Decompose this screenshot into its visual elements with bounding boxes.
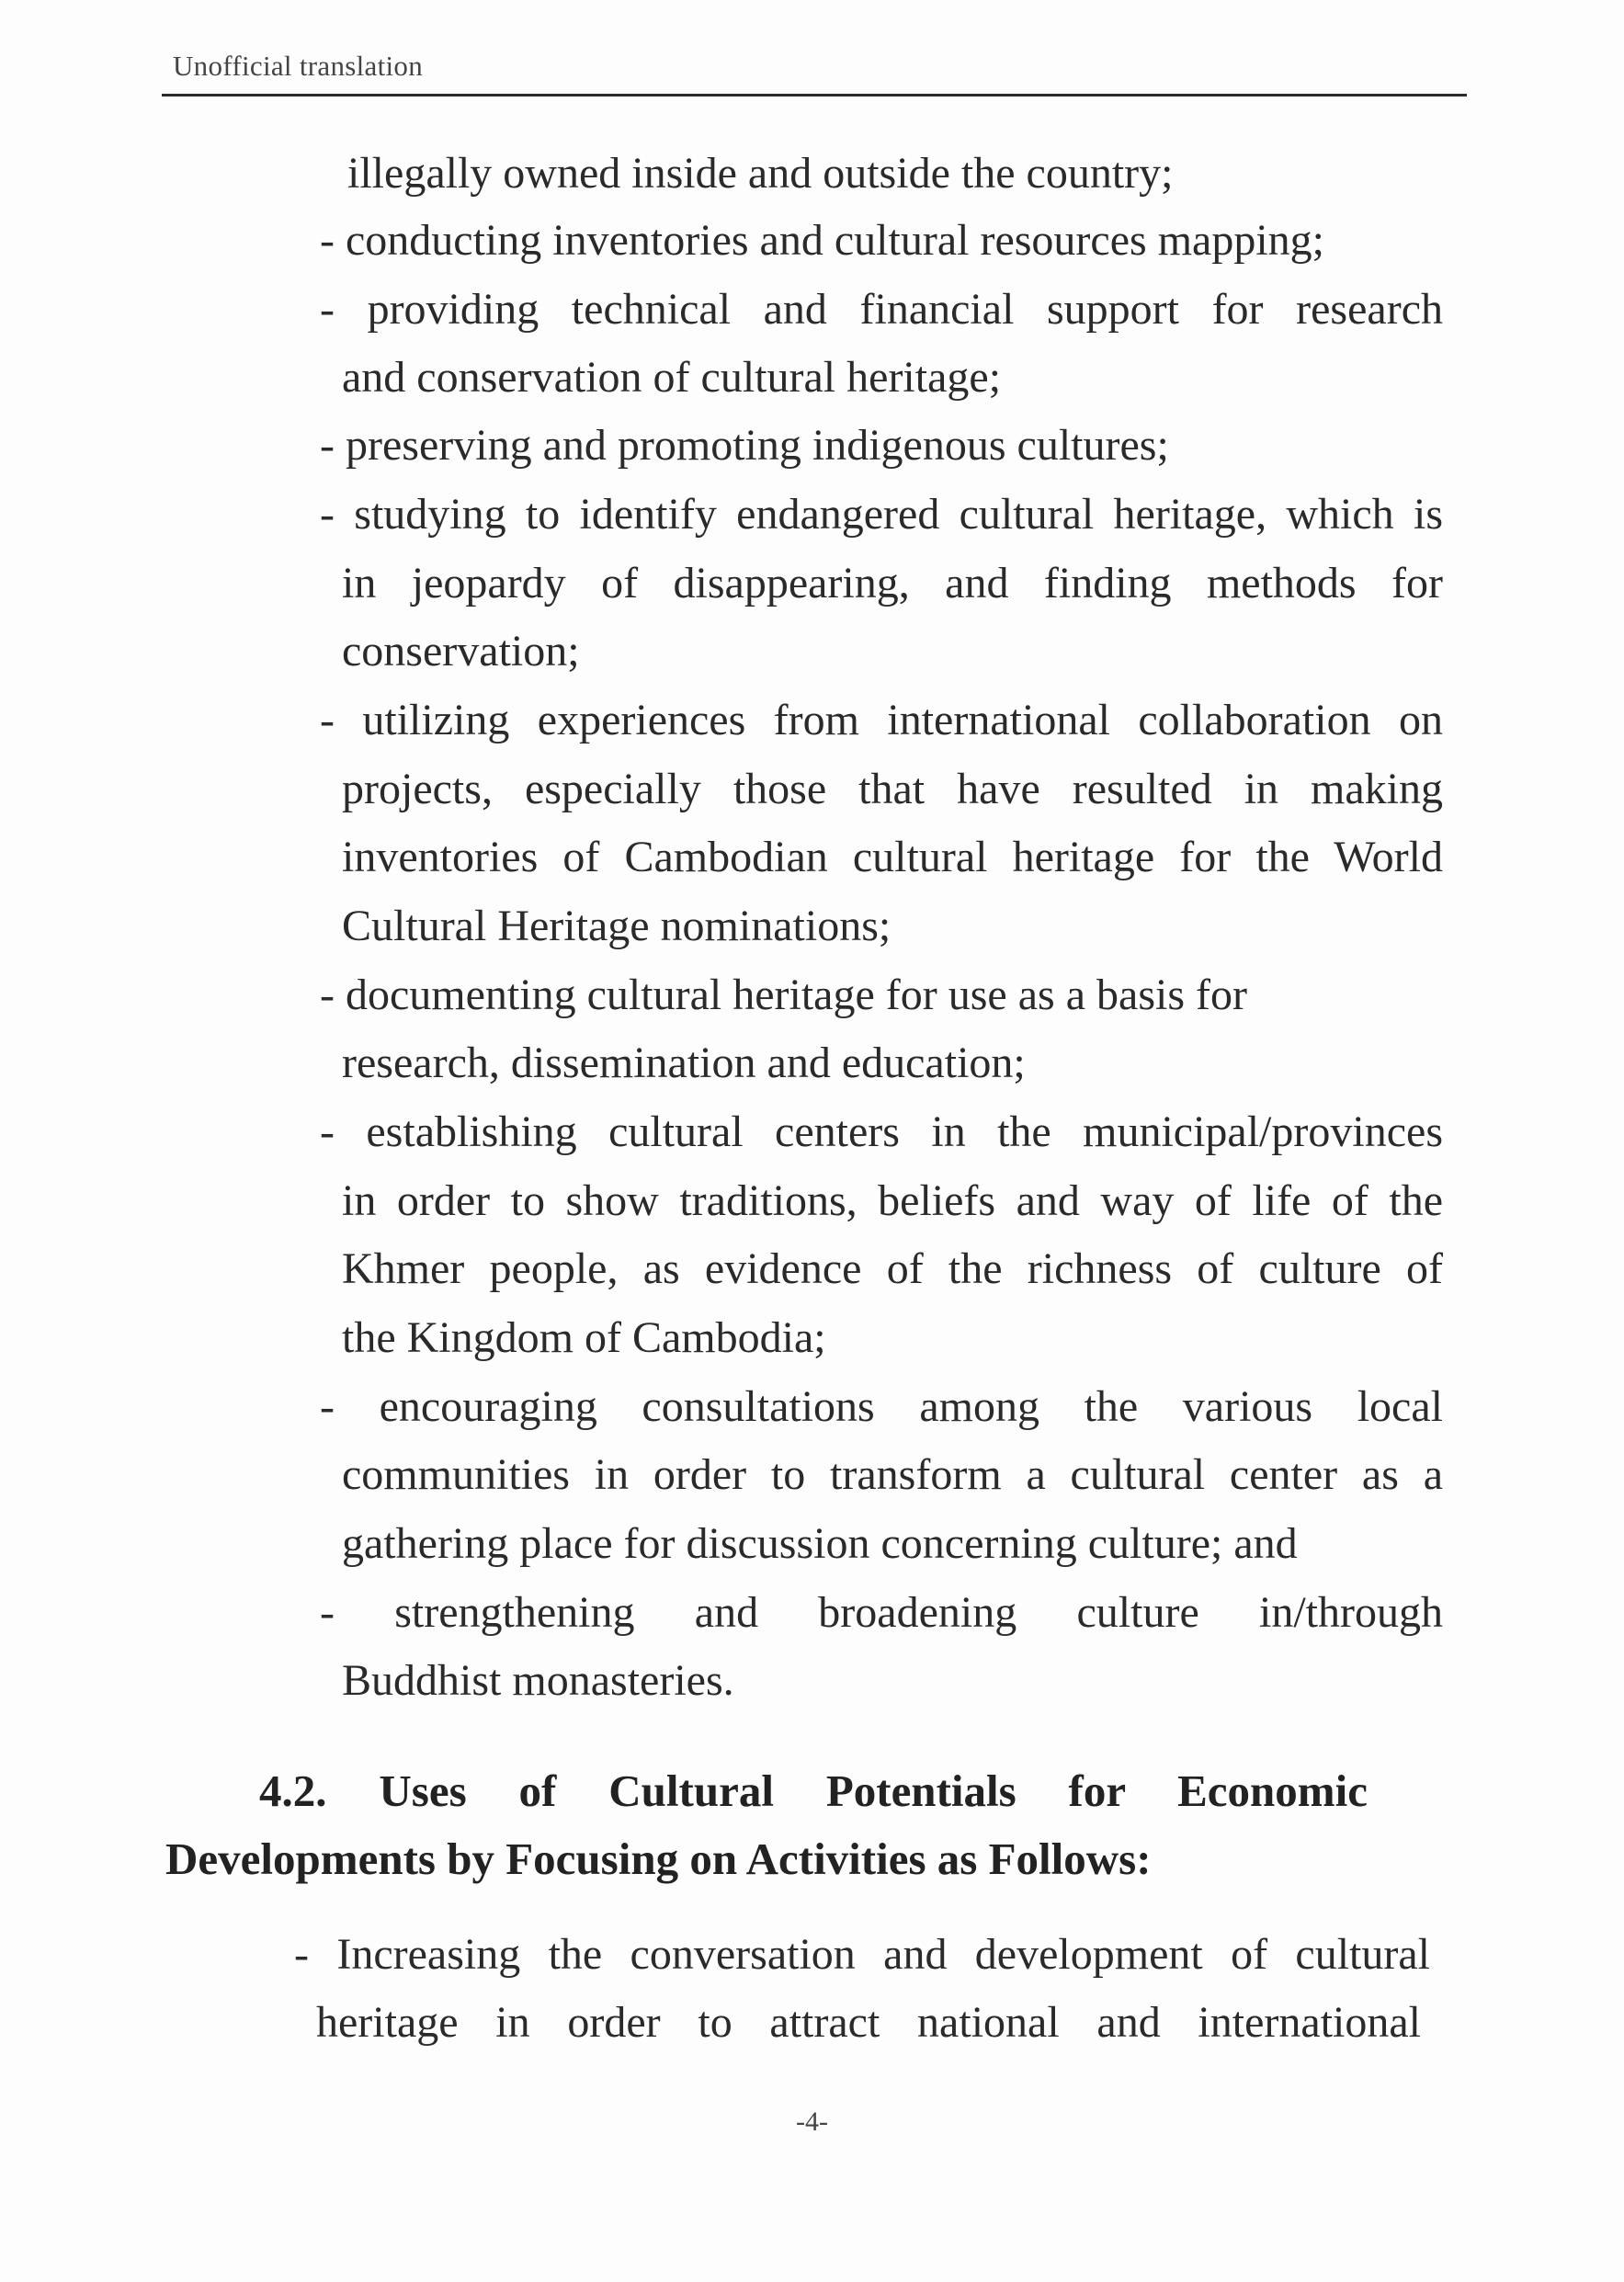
bullet-continuation: inventories of Cambodian cultural heritage for the World <box>342 833 1443 881</box>
bullet-continuation: conservation; <box>342 627 580 676</box>
bullet-continuation: in order to show traditions, beliefs and way of life of the <box>342 1176 1443 1225</box>
bullet-item: - providing technical and financial support for research <box>320 285 1443 334</box>
bullet-continuation: Buddhist monasteries. <box>342 1656 734 1705</box>
bullet-item: - strengthening and broadening culture in/through <box>320 1588 1443 1637</box>
bullet-continuation: Cultural Heritage nominations; <box>342 902 891 950</box>
bullet-item: - documenting cultural heritage for use as a basis for <box>320 971 1247 1019</box>
bullet-item: - Increasing the conversation and development of cultural <box>294 1930 1430 1979</box>
bullet-continuation: research, dissemination and education; <box>342 1039 1026 1087</box>
header-rule <box>162 94 1467 97</box>
page-number: -4- <box>796 2106 828 2137</box>
section-heading: Developments by Focusing on Activities as Follows: <box>165 1834 1152 1884</box>
bullet-item: - establishing cultural centers in the municipal/provinces <box>320 1107 1443 1156</box>
section-heading: 4.2. Uses of Cultural Potentials for Economic <box>259 1765 1368 1816</box>
bullet-continuation: and conservation of cultural heritage; <box>342 353 1002 402</box>
bullet-item: - encouraging consultations among the various local <box>320 1382 1443 1431</box>
bullet-continuation: the Kingdom of Cambodia; <box>342 1313 826 1362</box>
text-line: illegally owned inside and outside the country; <box>347 149 1174 198</box>
bullet-item: - utilizing experiences from international collaboration on <box>320 696 1443 744</box>
bullet-continuation: gathering place for discussion concerning culture; and <box>342 1519 1298 1568</box>
bullet-continuation: communities in order to transform a cultural center as a <box>342 1450 1443 1499</box>
bullet-item: - studying to identify endangered cultural heritage, which is <box>320 490 1443 539</box>
bullet-item: - preserving and promoting indigenous cultures; <box>320 421 1169 470</box>
running-header: Unofficial translation <box>173 50 424 82</box>
bullet-continuation: projects, especially those that have resulted in making <box>342 765 1443 813</box>
bullet-continuation: heritage in order to attract national and international <box>316 1998 1421 2047</box>
bullet-continuation: Khmer people, as evidence of the richness of culture of <box>342 1244 1443 1293</box>
bullet-item: - conducting inventories and cultural resources mapping; <box>320 216 1325 265</box>
bullet-continuation: in jeopardy of disappearing, and finding methods for <box>342 559 1443 607</box>
